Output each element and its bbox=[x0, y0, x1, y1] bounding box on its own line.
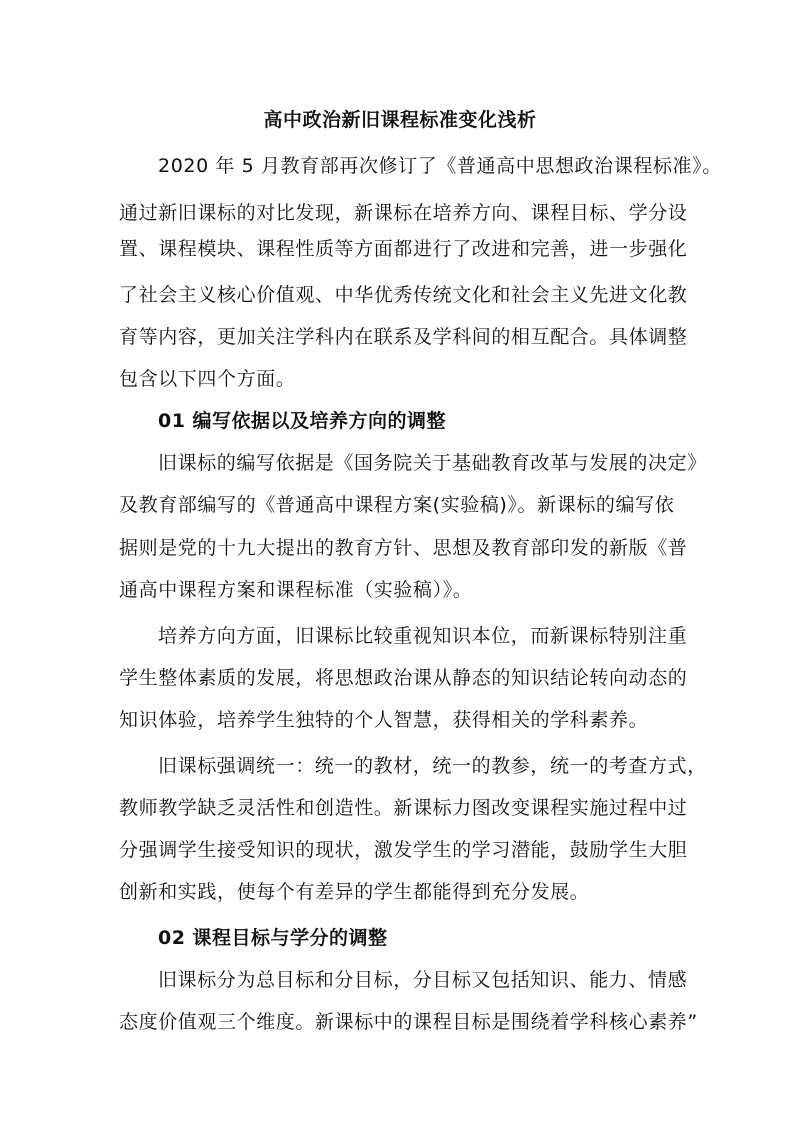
section-1-para-1-line-2: 及教育部编写的《普通高中课程方案(实验稿)》。新课标的编写依 bbox=[119, 494, 675, 516]
section-2-para-1-line-2: 态度价值观三个维度。新课标中的课程目标是围绕着学科核心素养” bbox=[119, 1011, 698, 1033]
intro-line-2: 通过新旧课标的对比发现，新课标在培养方向、课程目标、学分设 bbox=[119, 202, 688, 224]
section-1-para-1-line-1: 旧课标的编写依据是《国务院关于基础教育改革与发展的决定》 bbox=[158, 452, 707, 474]
intro-line-4: 了社会主义核心价值观、中华优秀传统文化和社会主义先进文化教 bbox=[119, 284, 688, 306]
intro-line-3: 置、课程模块、课程性质等方面都进行了改进和完善，进一步强化 bbox=[119, 238, 688, 260]
document-title: 高中政治新旧课程标准变化浅析 bbox=[263, 109, 537, 131]
section-1-heading: 01 编写依据以及培养方向的调整 bbox=[158, 410, 447, 432]
section-2-heading: 02 课程目标与学分的调整 bbox=[158, 927, 388, 949]
section-1-para-2-line-2: 学生整体素质的发展，将思想政治课从静态的知识结论转向动态的 bbox=[119, 667, 688, 689]
section-2-para-1-line-1: 旧课标分为总目标和分目标，分目标又包括知识、能力、情感 bbox=[158, 969, 688, 991]
intro-line-5: 育等内容，更加关注学科内在联系及学科间的相互配合。具体调整 bbox=[119, 326, 688, 348]
section-1-para-1-line-4: 通高中课程方案和课程标准（实验稿）》。 bbox=[119, 579, 473, 601]
section-1-para-3-line-2: 教师教学缺乏灵活性和创造性。新课标力图改变课程实施过程中过 bbox=[119, 797, 688, 819]
intro-line-1: 2020 年 5 月教育部再次修订了《普通高中思想政治课程标准》。 bbox=[158, 155, 722, 177]
section-1-para-1-line-3: 据则是党的十九大提出的教育方针、思想及教育部印发的新版《普 bbox=[119, 537, 688, 559]
section-1-para-2-line-1: 培养方向方面，旧课标比较重视知识本位，而新课标特别注重 bbox=[158, 625, 688, 647]
section-1-para-3-line-1: 旧课标强调统一：统一的教材，统一的教参，统一的考查方式， bbox=[158, 755, 707, 777]
intro-line-6: 包含以下四个方面。 bbox=[119, 368, 296, 390]
section-1-para-3-line-4: 创新和实践，使每个有差异的学生都能得到充分发展。 bbox=[119, 881, 590, 903]
section-1-para-2-line-3: 知识体验，培养学生独特的个人智慧，获得相关的学科素养。 bbox=[119, 709, 649, 731]
section-1-para-3-line-3: 分强调学生接受知识的现状，激发学生的学习潜能，鼓励学生大胆 bbox=[119, 839, 688, 861]
